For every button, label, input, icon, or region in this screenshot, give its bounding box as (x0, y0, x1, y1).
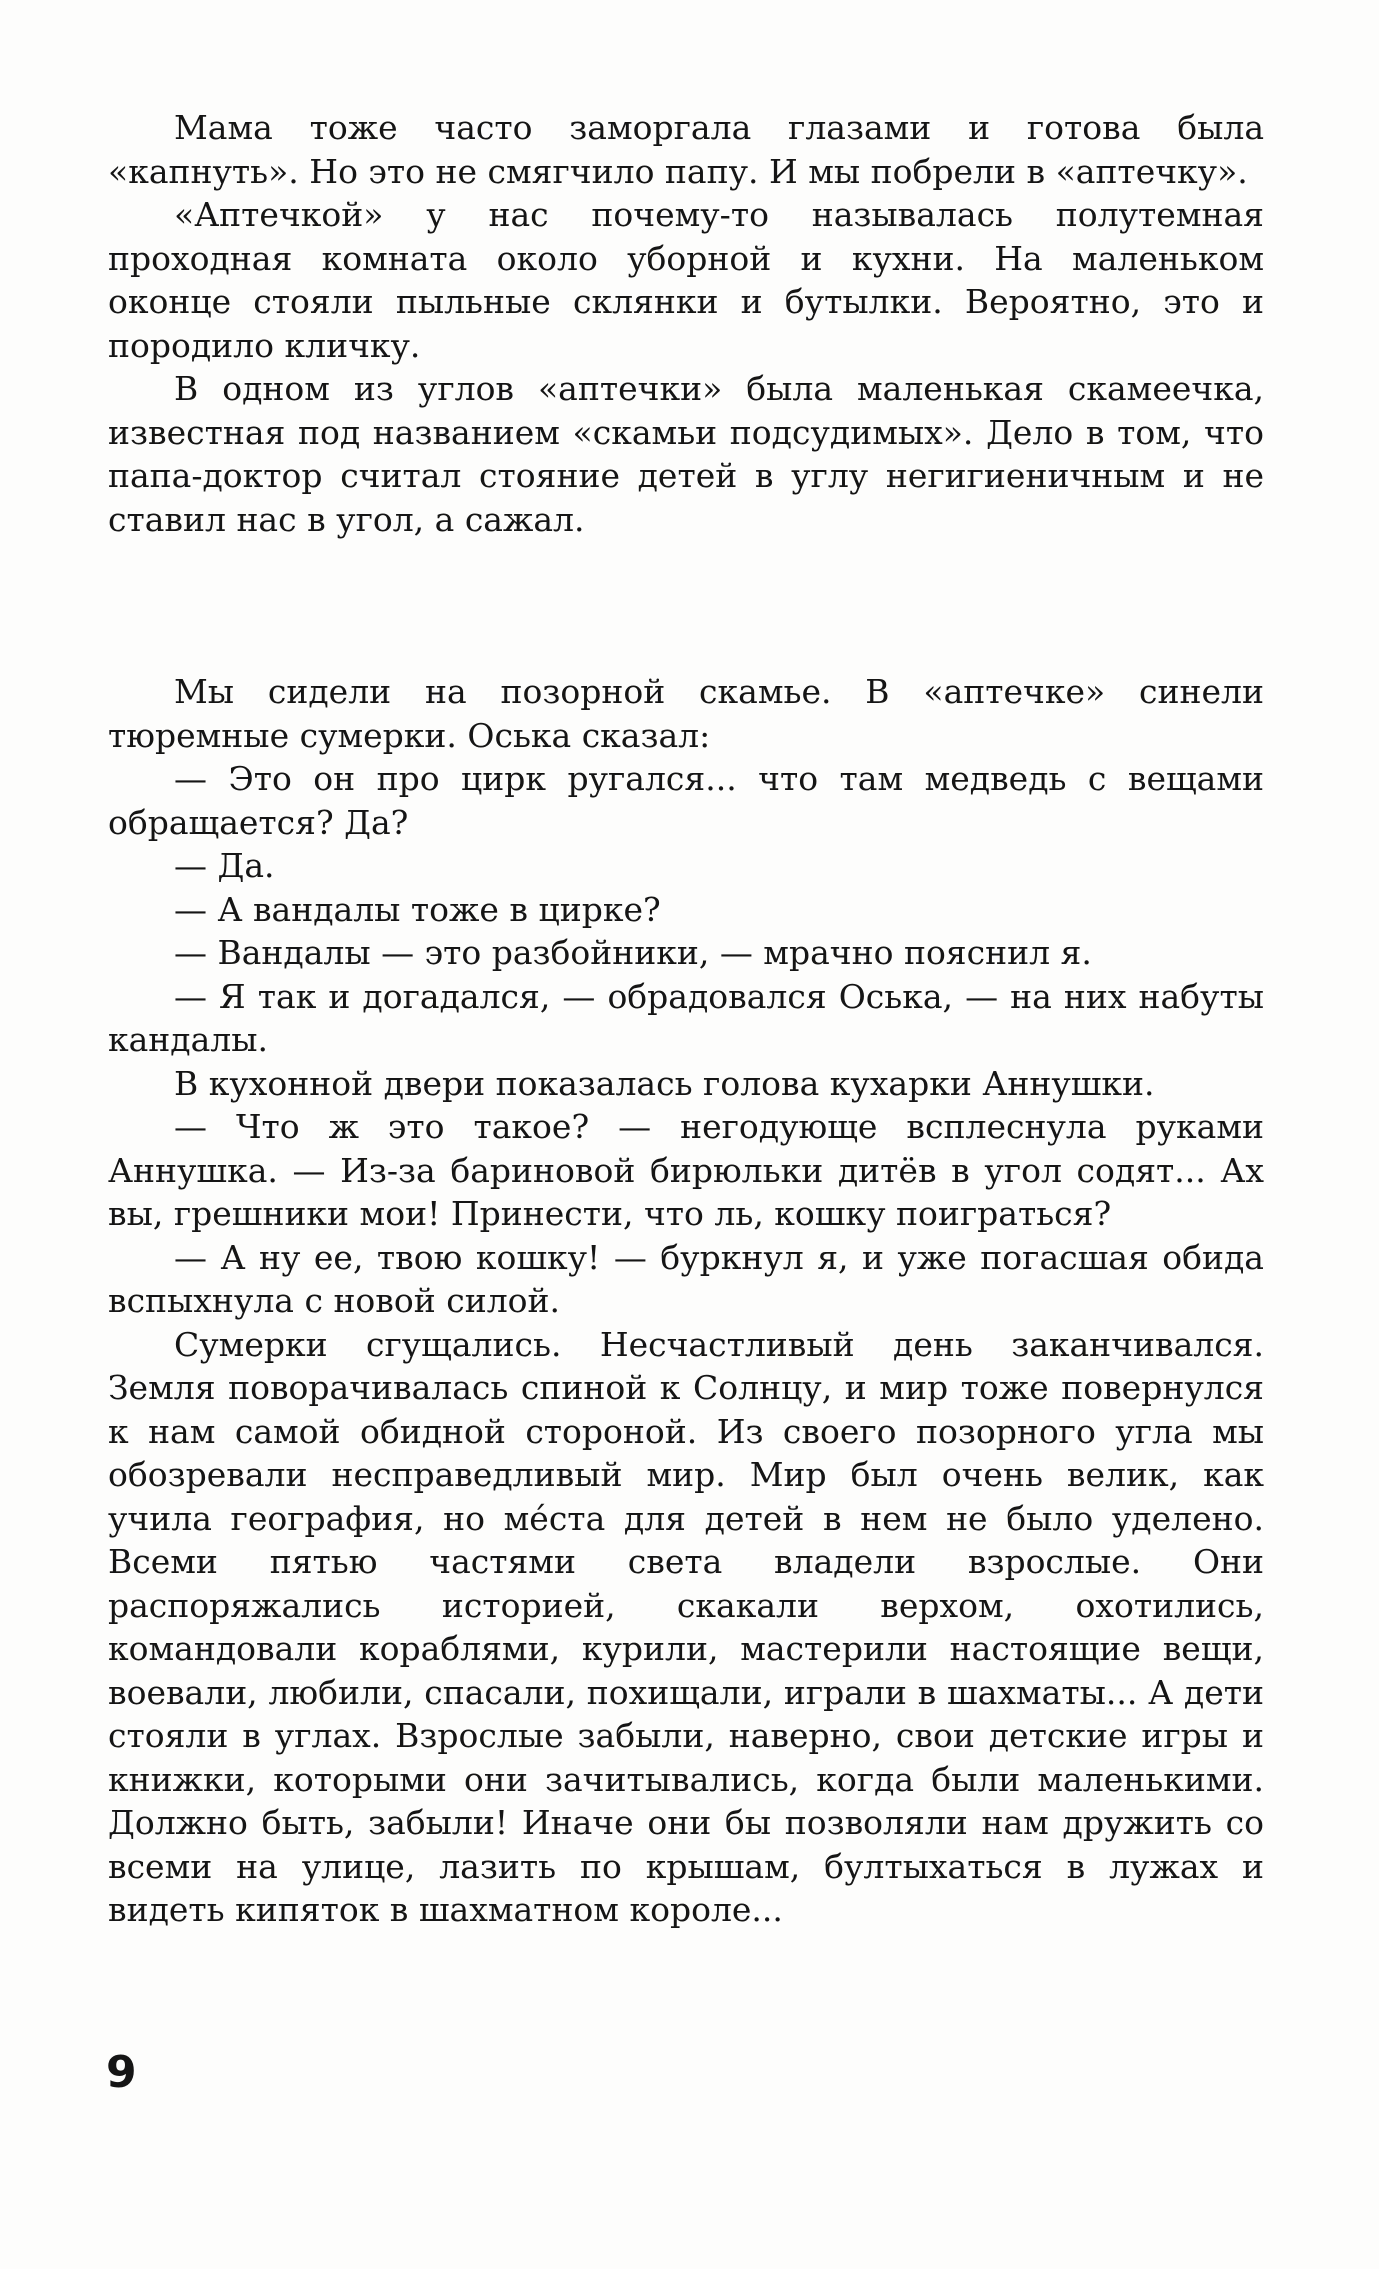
paragraph: «Аптечкой» у нас почему-то называлась полутемная проходная комната около уборной и кухни. На маленьком оконце стояли пыльные склянки и бутылки. Вероятно, это и породило кличку. (108, 195, 1264, 365)
dialogue-line: — Это он про цирк ругался... что там медведь с вещами обращается? Да? (108, 759, 1264, 842)
paragraph: Сумерки сгущались. Несчастливый день заканчивался. Земля поворачивалась спиной к Солнцу, и мир тоже повернулся к нам самой обидной стороной. Из своего позорного угла мы обозревали несправедливый мир. Мир был очень велик, как учила география, но мéста для детей в нем не было уделено. Всеми пятью частями света владели взрослые. Они распоряжались историей, скакали верхом, охотились, командовали кораблями, курили, мастерили настоящие вещи, воевали, любили, спасали, похищали, играли в шахматы... А дети стояли в углах. Взрослые забыли, наверно, свои детские игры и книжки, которыми они зачитывались, когда были маленькими. Должно быть, забыли! Иначе они бы позволяли нам дружить со всеми на улице, лазить по крышам, бултыхаться в лужах и видеть кипяток в шахматном короле... (108, 1324, 1264, 1929)
dialogue-line: — Вандалы — это разбойники, — мрачно пояснил я. (174, 933, 1092, 972)
page-number: 9 (106, 2047, 137, 2098)
text-section-1 (108, 106, 1264, 541)
paragraph: В кухонной двери показалась голова кухарки Аннушки. (174, 1063, 1155, 1103)
paragraph: Мы сидели на позорной скамье. В «аптечке» синели тюремные сумерки. Оська сказал: (108, 672, 1264, 755)
dialogue-line: — Я так и догадался, — обрадовался Оська, — на них набуты кандалы. (108, 976, 1264, 1059)
text-section-2 (108, 670, 1264, 1932)
dialogue-line: — Что ж это такое? — негодующе всплеснула руками Аннушка. — Из-за бариновой бирюльки дитёв в угол содят... Ах вы, грешники мои! Принести, что ль, кошку поиграться? (108, 1107, 1264, 1233)
paragraph: Мама тоже часто заморгала глазами и готова была «капнуть». Но это не смягчило папу. И мы побрели в «аптечку». (108, 108, 1264, 191)
dialogue-line: — А ну ее, твою кошку! — буркнул я, и уже погасшая обида вспыхнула с новой силой. (108, 1237, 1264, 1320)
dialogue-line: — А вандалы тоже в цирке? (174, 889, 661, 929)
paragraph: В одном из углов «аптечки» была маленькая скамеечка, известная под названием «скамьи подсудимых». Дело в том, что папа-доктор считал стояние детей в углу негигиеничным и не ставил нас в угол, а сажал. (108, 369, 1264, 539)
dialogue-line: — Да. (174, 846, 275, 885)
